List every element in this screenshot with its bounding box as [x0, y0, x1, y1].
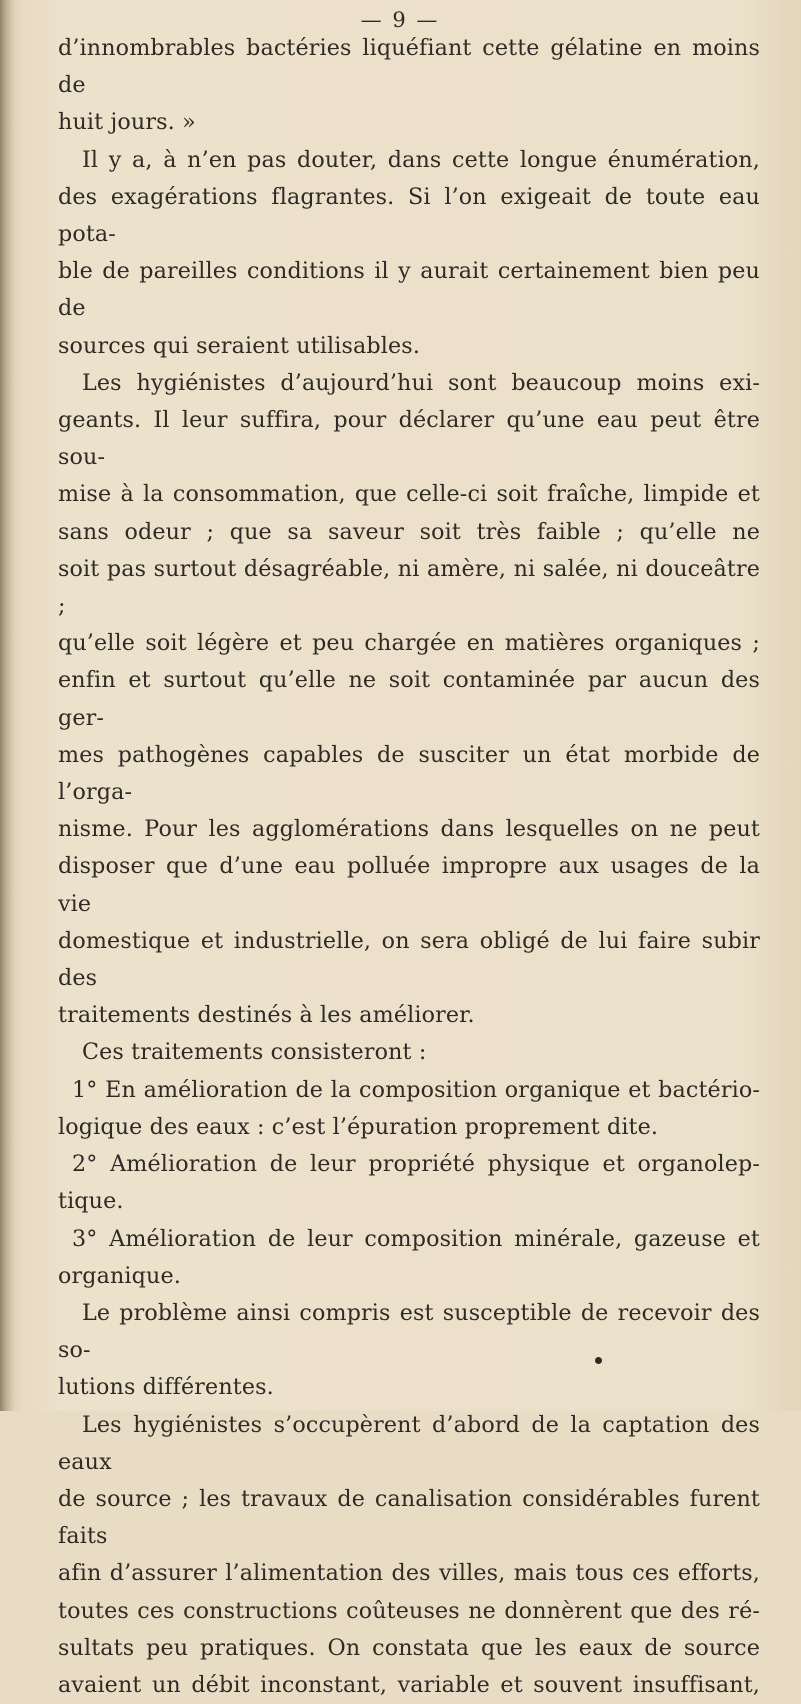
page-gutter-shadow [0, 0, 14, 1411]
text-line: huit jours. » [58, 109, 196, 136]
text-line: disposer que d’une eau polluée impropre aux usages de la vie [58, 853, 760, 917]
text-line: 3° Amélioration de leur composition minérale, gazeuse et [72, 1225, 760, 1252]
text-line: lutions différentes. [58, 1374, 274, 1401]
text-line: avaient un débit inconstant, variable et souvent insuffisant, [58, 1671, 760, 1698]
text-line: geants. Il leur suffira, pour déclarer qu’une eau peut être sou- [58, 407, 760, 471]
text-line: sources qui seraient utilisables. [58, 332, 421, 359]
text-line: toutes ces constructions coûteuses ne donnèrent que des ré- [58, 1597, 760, 1624]
text-line: tique. [58, 1188, 124, 1215]
text-line: sans odeur ; que sa saveur soit très faible ; qu’elle ne [58, 518, 760, 545]
text-line: d’innombrables bactéries liquéfiant cette gélatine en moins de [58, 35, 760, 99]
text-line: organique. [58, 1262, 181, 1289]
ink-spot [595, 1357, 602, 1364]
text-line: logique des eaux : c’est l’épuration proprement dite. [58, 1113, 659, 1140]
text-line: ble de pareilles conditions il y aurait certainement bien peu de [58, 258, 760, 322]
text-line: enfin et surtout qu’elle ne soit contaminée par aucun des ger- [58, 667, 760, 731]
page-number: — 9 — [360, 8, 440, 32]
text-line: nisme. Pour les agglomérations dans lesquelles on ne peut [58, 816, 760, 843]
text-line: qu’elle soit légère et peu chargée en matières organiques ; [58, 630, 760, 657]
text-line: domestique et industrielle, on sera obligé de lui faire subir des [58, 927, 760, 992]
text-line: sultats peu pratiques. On constata que les eaux de source [58, 1634, 760, 1661]
text-line: soit pas surtout désagréable, ni amère, ni salée, ni douceâtre ; [58, 555, 760, 620]
text-line: Le problème ainsi compris est susceptible de recevoir des so- [58, 1299, 760, 1364]
text-line: 2° Amélioration de leur propriété physique et organolep- [72, 1151, 760, 1178]
text-line: Ces traitements consisteront : [82, 1039, 427, 1066]
text-line: Les hygiénistes s’occupèrent d’abord de la captation des eaux [58, 1411, 760, 1475]
text-line: traitements destinés à les améliorer. [58, 1002, 475, 1029]
text-line: des exagérations flagrantes. Si l’on exigeait de toute eau pota- [58, 183, 760, 248]
text-line: 1° En amélioration de la composition organique et bactério- [72, 1076, 760, 1103]
text-line: afin d’assurer l’alimentation des villes, mais tous ces efforts, [58, 1560, 760, 1587]
body-text [58, 30, 760, 1704]
text-line: mes pathogènes capables de susciter un état morbide de l’orga- [58, 741, 760, 806]
text-line: Les hygiénistes d’aujourd’hui sont beaucoup moins exi- [82, 369, 760, 396]
text-line: Il y a, à n’en pas douter, dans cette longue énumération, [82, 146, 760, 173]
text-line: de source ; les travaux de canalisation considérables furent faits [58, 1485, 760, 1550]
text-line: mise à la consommation, que celle-ci soit fraîche, limpide et [58, 481, 760, 508]
